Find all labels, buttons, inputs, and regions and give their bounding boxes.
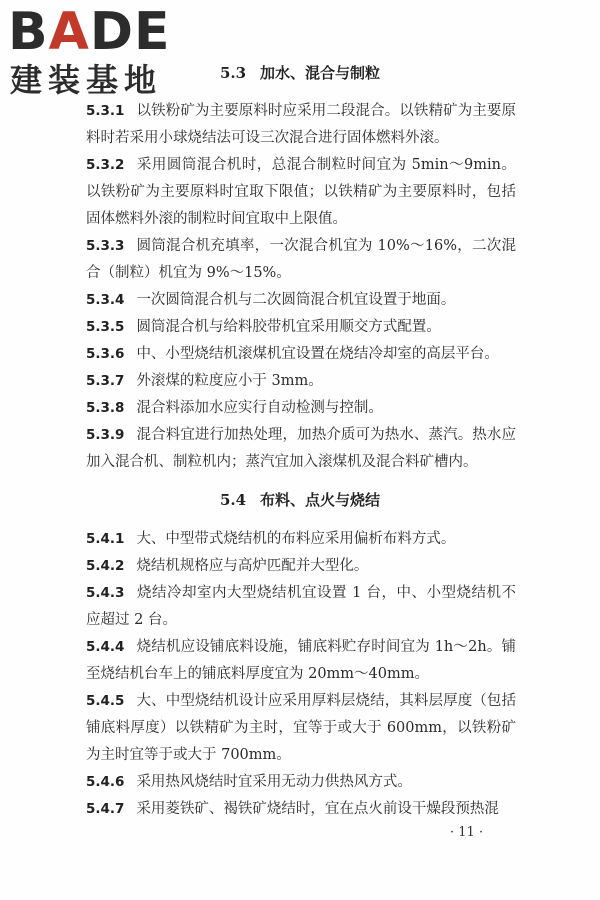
clause-5-4-1: 5.4.1 大、中型带式烧结机的布料应采用偏析布料方式。 bbox=[86, 531, 456, 547]
page-number: · 11 · bbox=[450, 825, 484, 840]
clause-5-4-5: 5.4.5 大、中型烧结机设计应采用厚料层烧结，其料层厚度（包括铺底料厚度）以铁精矿为主时，宜等于或大于 600mm，以铁粉矿为主时宜等于或大于 700mm。 bbox=[86, 693, 516, 763]
clause-5-4-3: 5.4.3 烧结冷却室内大型烧结机宜设置 1 台，中、小型烧结机不应超过 2 台。 bbox=[86, 585, 516, 628]
logo-wordmark: BADE bbox=[8, 2, 171, 62]
clause-5-4-2: 5.4.2 烧结机规格应与高炉匹配并大型化。 bbox=[86, 558, 369, 574]
section-heading-5-4: 5.4 布料、点火与烧结 bbox=[219, 491, 381, 509]
clause-5-3-9: 5.3.9 混合料宜进行加热处理，加热介质可为热水、蒸汽。热水应加入混合机、制粒机内；蒸汽宜加入滚煤机及混合料矿槽内。 bbox=[86, 427, 516, 470]
clause-5-4-4: 5.4.4 烧结机应设铺底料设施，铺底料贮存时间宜为 1h～2h。铺至烧结机台车上的铺底料厚度宜为 20mm～40mm。 bbox=[86, 639, 516, 682]
bade-logo bbox=[8, 2, 178, 99]
clause-5-3-7: 5.3.7 外滚煤的粒度应小于 3mm。 bbox=[86, 373, 323, 389]
clause-5-3-4: 5.3.4 一次圆筒混合机与二次圆筒混合机宜设置于地面。 bbox=[86, 292, 456, 308]
clause-5-3-1: 5.3.1 以铁粉矿为主要原料时应采用二段混合。以铁精矿为主要原料时若采用小球烧结法可设三次混合进行固体燃料外滚。 bbox=[86, 103, 516, 146]
logo-subtitle: 建装基地 bbox=[10, 61, 163, 99]
clause-5-3-3: 5.3.3 圆筒混合机充填率，一次混合机宜为 10%～16%，二次混合（制粒）机宜为 9%～15%。 bbox=[86, 238, 516, 281]
clause-5-4-7: 5.4.7 采用菱铁矿、褐铁矿烧结时，宜在点火前设干燥段预热混 bbox=[86, 801, 499, 817]
section-heading-5-3: 5.3 加水、混合与制粒 bbox=[219, 64, 381, 82]
clause-5-3-2: 5.3.2 采用圆筒混合机时，总混合制粒时间宜为 5min～9min。以铁粉矿为主要原料时宜取下限值；以铁精矿为主要原料时，包括固体燃料外滚的制粒时间宜取中上限值。 bbox=[86, 157, 516, 227]
clause-5-4-6: 5.4.6 采用热风烧结时宜采用无动力供热风方式。 bbox=[86, 774, 412, 790]
clause-5-3-6: 5.3.6 中、小型烧结机滚煤机宜设置在烧结冷却室的高层平台。 bbox=[86, 346, 499, 362]
clause-5-3-8: 5.3.8 混合料添加水应实行自动检测与控制。 bbox=[86, 400, 383, 416]
clause-5-3-5: 5.3.5 圆筒混合机与给料胶带机宜采用顺交方式配置。 bbox=[86, 319, 441, 335]
